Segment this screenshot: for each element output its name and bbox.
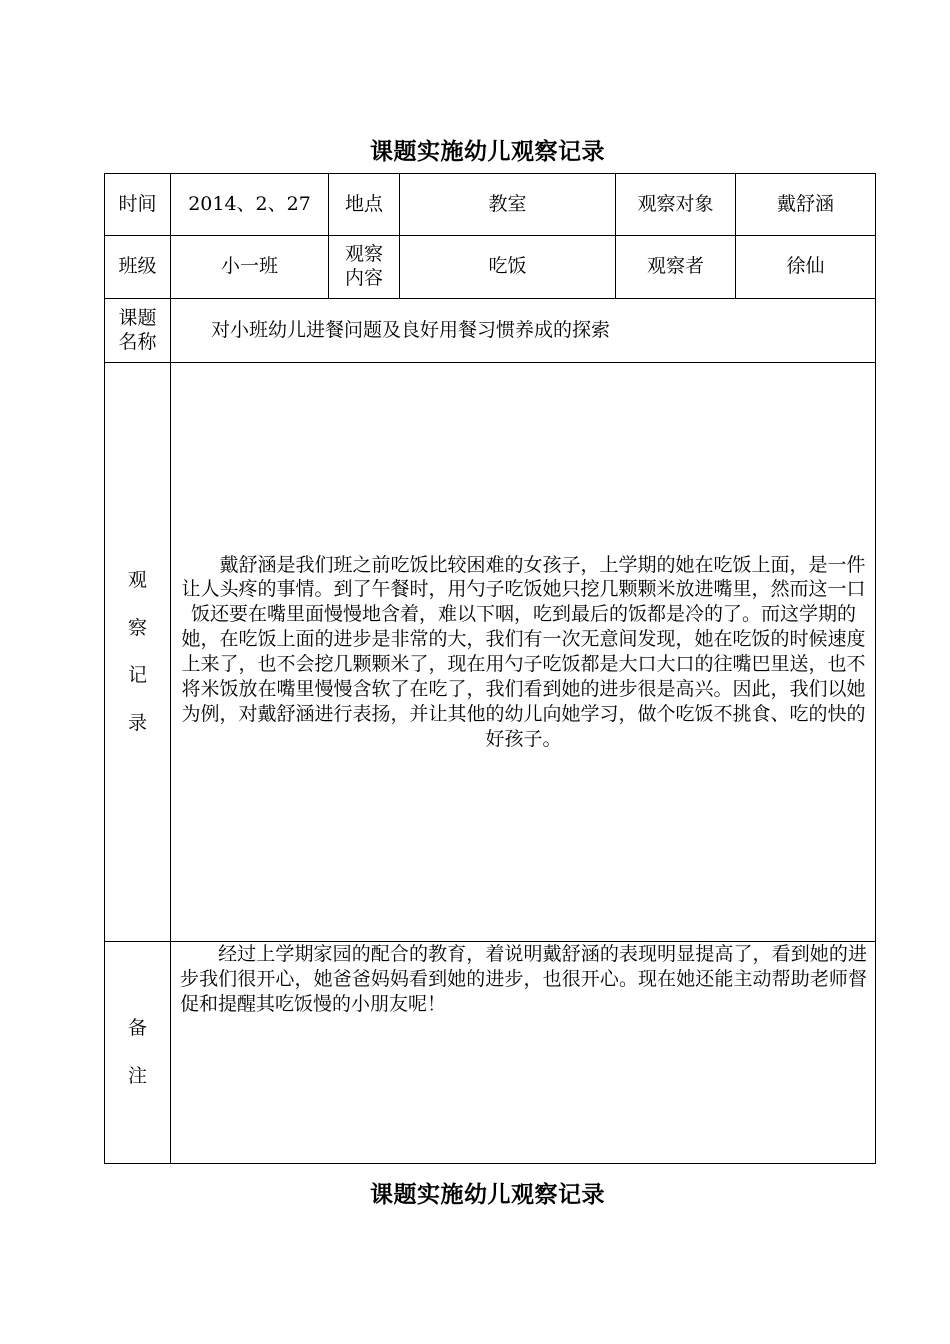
observation-record-table (104, 173, 876, 1164)
class-label: 班级 (105, 236, 171, 299)
observer-value: 徐仙 (736, 236, 876, 299)
record-label-char: 录 (127, 711, 147, 734)
time-value: 2014、2、27 (171, 174, 329, 236)
time-label: 时间 (105, 174, 171, 236)
record-label-char: 记 (127, 664, 147, 686)
notes-paragraph (171, 942, 875, 1017)
record-text: 戴舒涵是我们班之前吃饭比较困难的女孩子，上学期的她在吃饭上面，是一件让人头疼的事情。到了午餐时，用勺子吃饭她只挖几颗颗米放进嘴里，然而这一口饭还要在嘴里面慢慢地含着，难以下咽，吃到最后的饭都是冷的了。而这学期的她，在吃饭上面的进步是非常的大，我们有一次无意间发现，她在吃饭的时候速度上来了，也不会挖几颗颗米了，现在用勺子吃饭都是大口大口的往嘴巴里送，也不将米饭放在嘴里慢慢含软了在吃了，我们看到她的进步很是高兴。因此，我们以她为例，对戴舒涵进行表扬，并让其他的幼儿向她学习，做个吃饭不挑食、吃的快的好孩子。 (181, 553, 866, 750)
content-label-line-1: 观察 (344, 243, 383, 266)
class-value: 小一班 (171, 236, 329, 299)
location-value: 教室 (400, 174, 616, 236)
location-label: 地点 (329, 174, 400, 236)
notes-label-char: 注 (127, 1064, 147, 1087)
page-title: 课题实施幼儿观察记录 (370, 138, 605, 165)
record-label-char: 察 (127, 616, 147, 639)
table-row (105, 363, 876, 942)
notes-text: 经过上学期家园的配合的教育，着说明戴舒涵的表现明显提高了，看到她的进步我们很开心，她爸爸妈妈看到她的进步，也很开心。现在她还能主动帮助老师督促和提醒其吃饭慢的小朋友呢！ (180, 943, 867, 1015)
subject-value: 戴舒涵 (736, 174, 876, 236)
record-label-char: 观 (127, 569, 147, 591)
table-row (105, 942, 876, 1164)
table-row (105, 299, 876, 363)
subject-label: 观察对象 (616, 174, 736, 236)
content-value: 吃饭 (400, 236, 616, 299)
notes-label (105, 942, 171, 1164)
notes-cell (171, 942, 876, 1164)
next-page-title: 课题实施幼儿观察记录 (370, 1181, 605, 1208)
table-row (105, 236, 876, 299)
content-label-line-2: 内容 (344, 267, 383, 289)
topic-label-line-2: 名称 (118, 330, 157, 353)
record-label (105, 363, 171, 942)
table-row (105, 174, 876, 236)
content-label (329, 236, 400, 299)
record-cell (171, 363, 876, 942)
observer-label: 观察者 (616, 236, 736, 299)
topic-value: 对小班幼儿进餐问题及良好用餐习惯养成的探索 (171, 299, 876, 363)
topic-label-line-1: 课题 (118, 306, 157, 329)
topic-label (105, 299, 171, 363)
notes-label-char: 备 (127, 1017, 147, 1039)
